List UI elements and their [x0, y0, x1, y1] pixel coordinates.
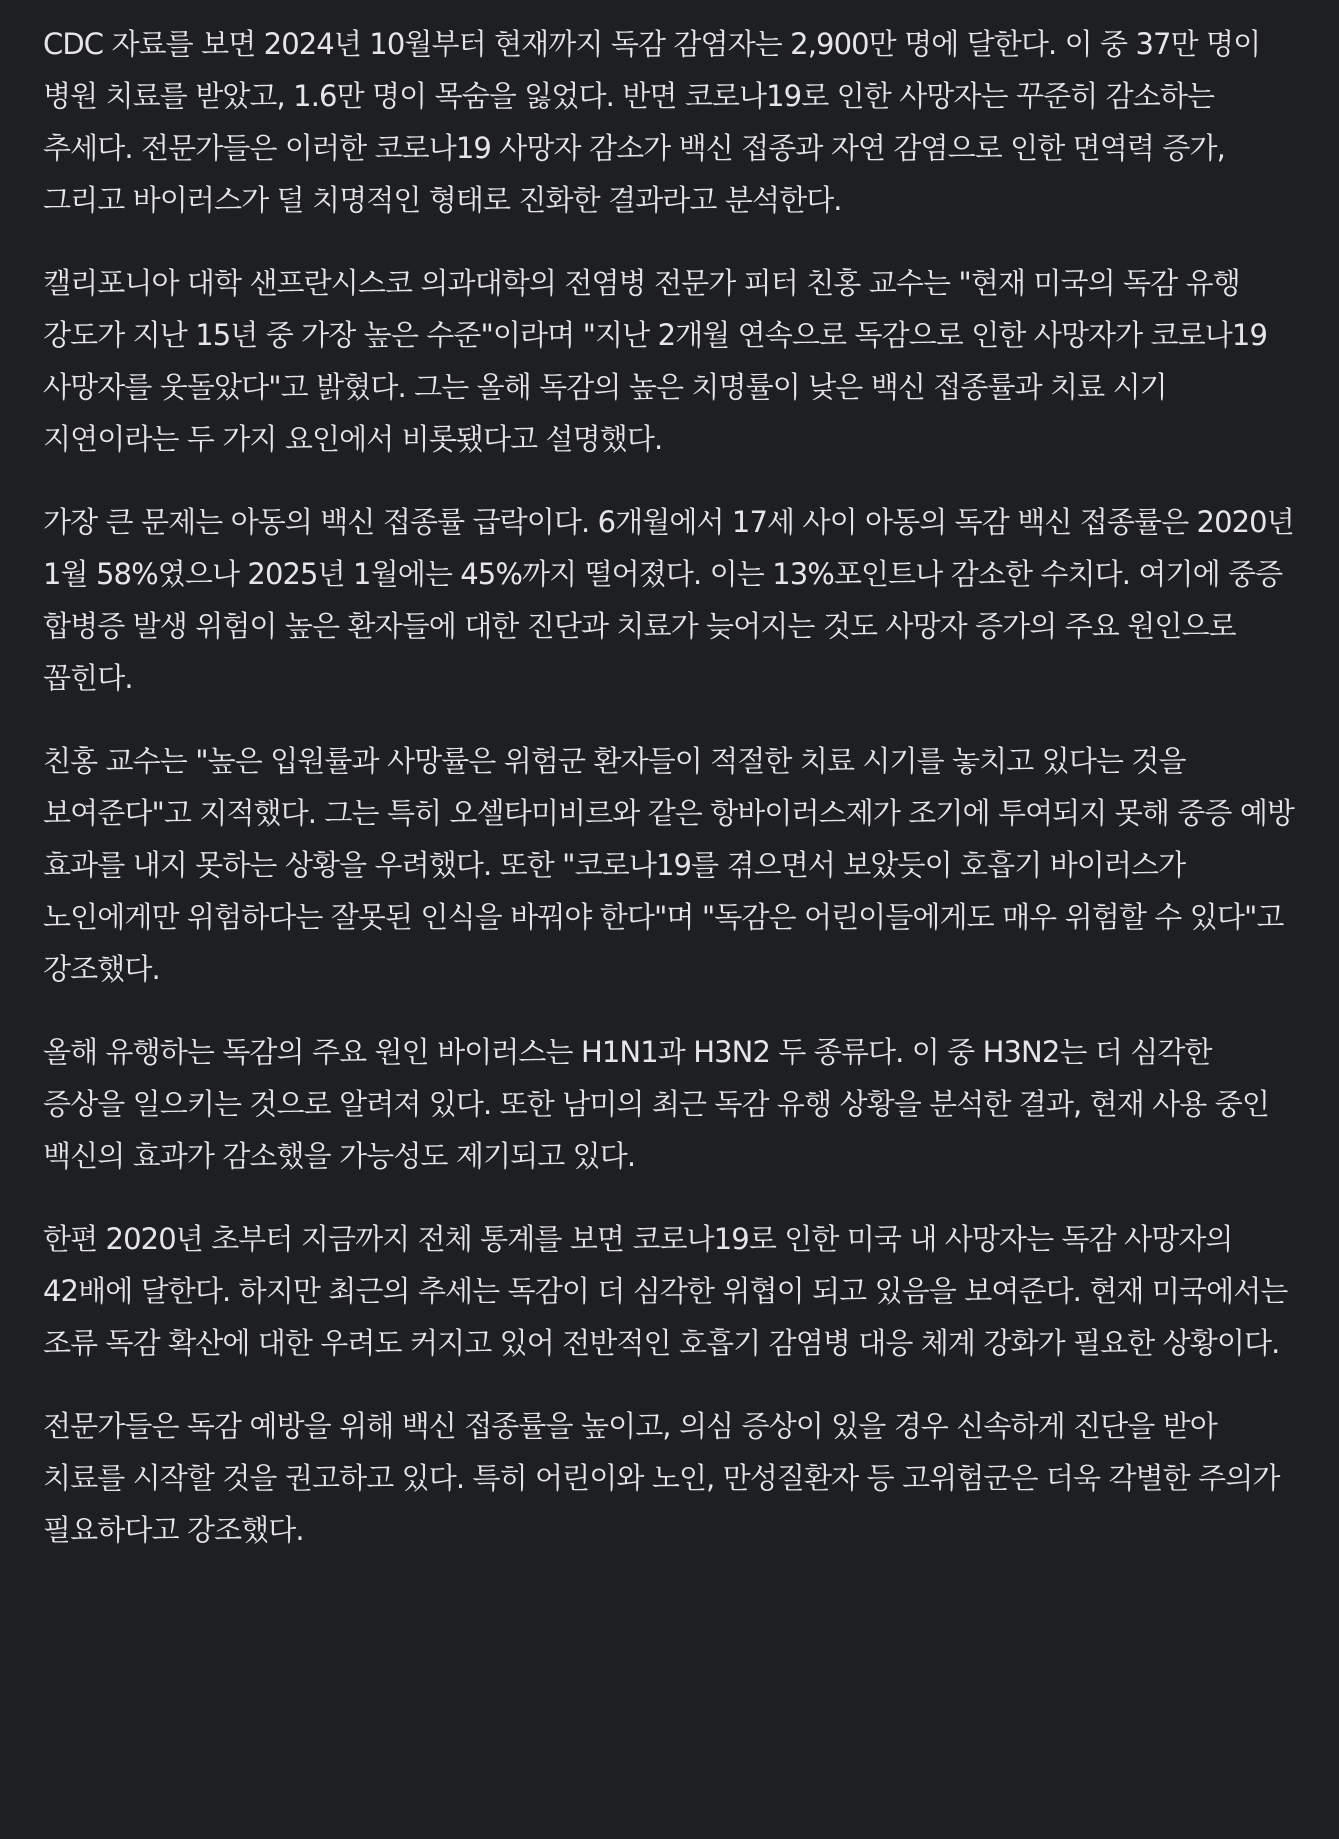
article-paragraph: CDC 자료를 보면 2024년 10월부터 현재까지 독감 감염자는 2,900만 명에 달한다. 이 중 37만 명이 병원 치료를 받았고, 1.6만 명이 목숨을 잃었다. 반면 코로나19로 인한 사망자는 꾸준히 감소하는 추세다. 전문가들은 이러한 코로나19 사망자 감소가 백신 접종과 자연 감염으로 인한 면역력 증가, 그리고 바이러스가 덜 치명적인 형태로 진화한 결과라고 분석한다. — [43, 27, 1261, 217]
article-paragraph: 가장 큰 문제는 아동의 백신 접종률 급락이다. 6개월에서 17세 사이 아동의 독감 백신 접종률은 2020년 1월 58%였으나 2025년 1월에는 45%까지 떨어졌다. 이는 13%포인트나 감소한 수치다. 여기에 중증 합병증 발생 위험이 높은 환자들에 대한 진단과 치료가 늦어지는 것도 사망자 증가의 주요 원인으로 꼽힌다. — [43, 505, 1294, 695]
article-paragraph: 캘리포니아 대학 샌프란시스코 의과대학의 전염병 전문가 피터 친홍 교수는 "현재 미국의 독감 유행 강도가 지난 15년 중 가장 높은 수준"이라며 "지난 2개월 연속으로 독감으로 인한 사망자가 코로나19 사망자를 웃돌았다"고 밝혔다. 그는 올해 독감의 높은 치명률이 낮은 백신 접종률과 치료 시기 지연이라는 두 가지 요인에서 비롯됐다고 설명했다. — [43, 266, 1267, 456]
article-paragraph: 친홍 교수는 "높은 입원률과 사망률은 위험군 환자들이 적절한 치료 시기를 놓치고 있다는 것을 보여준다"고 지적했다. 그는 특히 오셀타미비르와 같은 항바이러스제가 조기에 투여되지 못해 중증 예방 효과를 내지 못하는 상황을 우려했다. 또한 "코로나19를 겪으면서 보았듯이 호흡기 바이러스가 노인에게만 위험하다는 잘못된 인식을 바꿔야 한다"며 "독감은 어린이들에게도 매우 위험할 수 있다"고 강조했다. — [43, 744, 1295, 986]
article-paragraph: 한편 2020년 초부터 지금까지 전체 통계를 보면 코로나19로 인한 미국 내 사망자는 독감 사망자의 42배에 달한다. 하지만 최근의 추세는 독감이 더 심각한 위협이 되고 있음을 보여준다. 현재 미국에서는 조류 독감 확산에 대한 우려도 커지고 있어 전반적인 호흡기 감염병 대응 체계 강화가 필요한 상황이다. — [43, 1222, 1288, 1360]
article-paragraph: 전문가들은 독감 예방을 위해 백신 접종률을 높이고, 의심 증상이 있을 경우 신속하게 진단을 받아 치료를 시작할 것을 권고하고 있다. 특히 어린이와 노인, 만성질환자 등 고위험군은 더욱 각별한 주의가 필요하다고 강조했다. — [43, 1409, 1280, 1547]
article-paragraph: 올해 유행하는 독감의 주요 원인 바이러스는 H1N1과 H3N2 두 종류다. 이 중 H3N2는 더 심각한 증상을 일으키는 것으로 알려져 있다. 또한 남미의 최근 독감 유행 상황을 분석한 결과, 현재 사용 중인 백신의 효과가 감소했을 가능성도 제기되고 있다. — [43, 1035, 1269, 1173]
